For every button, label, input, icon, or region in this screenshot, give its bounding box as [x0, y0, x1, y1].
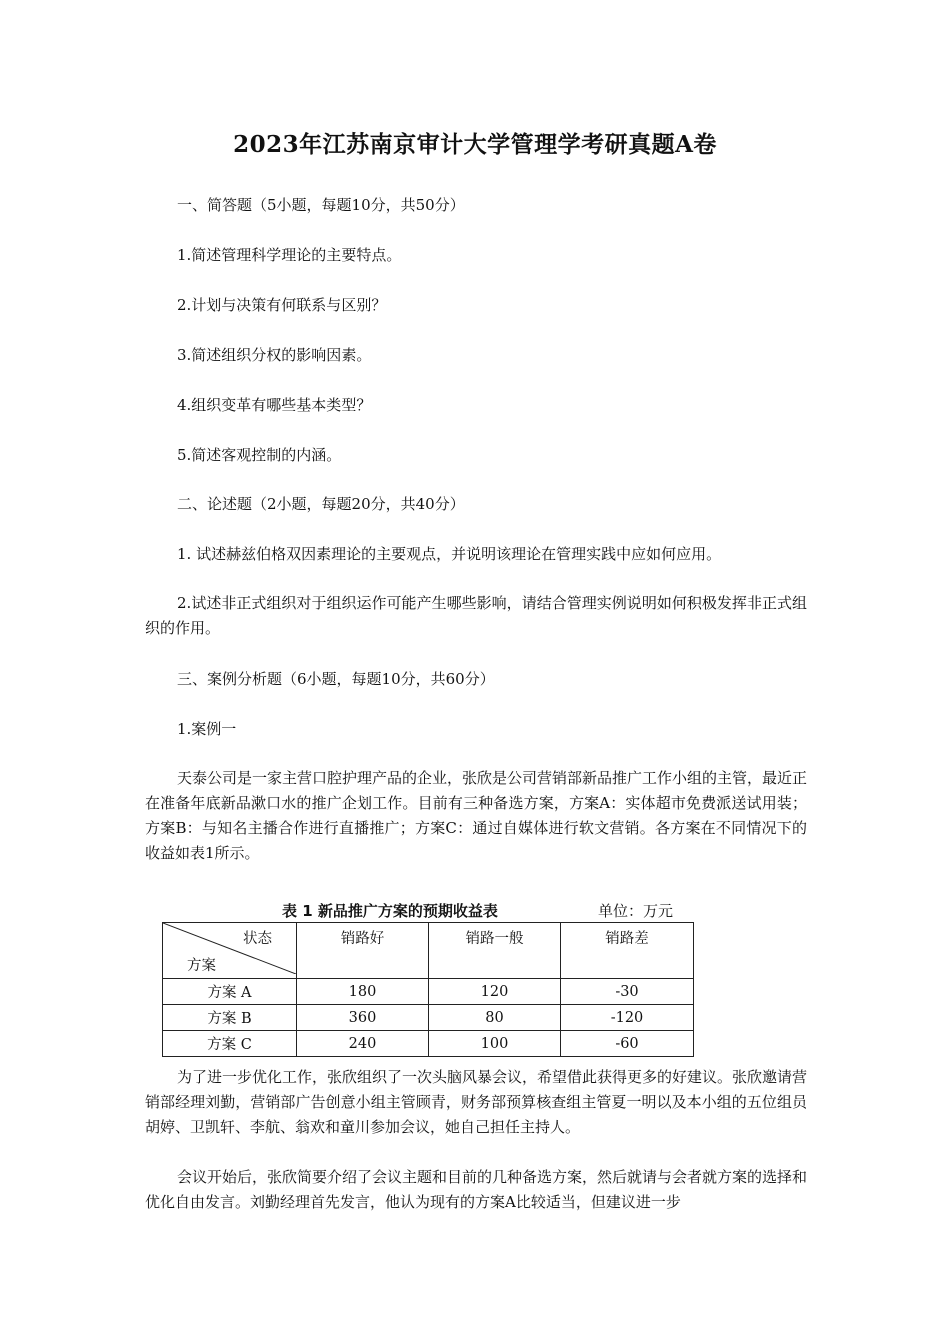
section3-heading: 三、案例分析题（6小题，每题10分，共60分） — [177, 670, 495, 688]
row-label: 方案 B — [163, 1005, 297, 1031]
table-cell: 180 — [297, 979, 429, 1005]
table-cell: 360 — [297, 1005, 429, 1031]
table-row — [163, 979, 694, 1005]
column-header: 销路差 — [561, 923, 694, 979]
section2-question-1: 1. 试述赫兹伯格双因素理论的主要观点，并说明该理论在管理实践中应如何应用。 — [177, 545, 722, 563]
column-header: 销路一般 — [429, 923, 561, 979]
table-unit: 单位：万元 — [598, 902, 674, 920]
table-cell: 120 — [429, 979, 561, 1005]
table-row — [163, 1005, 694, 1031]
section1-heading: 一、简答题（5小题，每题10分，共50分） — [177, 196, 465, 214]
table-row — [163, 1031, 694, 1057]
section2-question-2: 2.试述非正式组织对于组织运作可能产生哪些影响，请结合管理实例说明如何积极发挥非正式组织的作用。 — [145, 594, 807, 637]
case-label: 1.案例一 — [177, 720, 237, 738]
corner-plan-label: 方案 — [187, 958, 216, 974]
section1-question-2: 2.计划与决策有何联系与区别？ — [177, 296, 387, 314]
table-caption: 表 1 新品推广方案的预期收益表 — [282, 902, 498, 920]
table-cell: 100 — [429, 1031, 561, 1057]
row-label: 方案 A — [163, 979, 297, 1005]
section1-question-5: 5.简述客观控制的内涵。 — [177, 446, 342, 464]
table-cell: 240 — [297, 1031, 429, 1057]
section1-question-3: 3.简述组织分权的影响因素。 — [177, 346, 372, 364]
table-header-row — [163, 923, 694, 979]
diagonal-line — [163, 923, 296, 974]
table-cell: 80 — [429, 1005, 561, 1031]
row-label: 方案 C — [163, 1031, 297, 1057]
section1-question-4: 4.组织变革有哪些基本类型？ — [177, 396, 372, 414]
page-title: 2023年江苏南京审计大学管理学考研真题A卷 — [233, 131, 717, 158]
section1-question-1: 1.简述管理科学理论的主要特点。 — [177, 246, 402, 264]
column-header: 销路好 — [297, 923, 429, 979]
corner-state-label: 状态 — [243, 931, 272, 947]
table-cell: -120 — [561, 1005, 694, 1031]
table-corner-cell — [163, 923, 297, 979]
case-paragraph-3: 会议开始后，张欣简要介绍了会议主题和目前的几种备选方案，然后就请与会者就方案的选择和优化自由发言。刘勤经理首先发言，他认为现有的方案A比较适当，但建议进一步 — [145, 1168, 808, 1211]
case-paragraph-1: 天泰公司是一家主营口腔护理产品的企业，张欣是公司营销部新品推广工作小组的主管，最近正在准备年底新品漱口水的推广企划工作。目前有三种备选方案，方案A：实体超市免费派送试用装；方案B：与知名主播合作进行直播推广；方案C：通过自媒体进行软文营销。各方案在不同情况下的收益如表1所示。 — [145, 769, 808, 862]
case-paragraph-2: 为了进一步优化工作，张欣组织了一次头脑风暴会议，希望借此获得更多的好建议。张欣邀请营销部经理刘勤，营销部广告创意小组主管顾青，财务部预算核查组主管夏一明以及本小组的五位组员胡婷、卫凯轩、李航、翁欢和童川参加会议，她自己担任主持人。 — [145, 1068, 808, 1136]
section2-heading: 二、论述题（2小题，每题20分，共40分） — [177, 495, 465, 513]
table-cell: -30 — [561, 979, 694, 1005]
table-cell: -60 — [561, 1031, 694, 1057]
revenue-table — [162, 922, 694, 1057]
